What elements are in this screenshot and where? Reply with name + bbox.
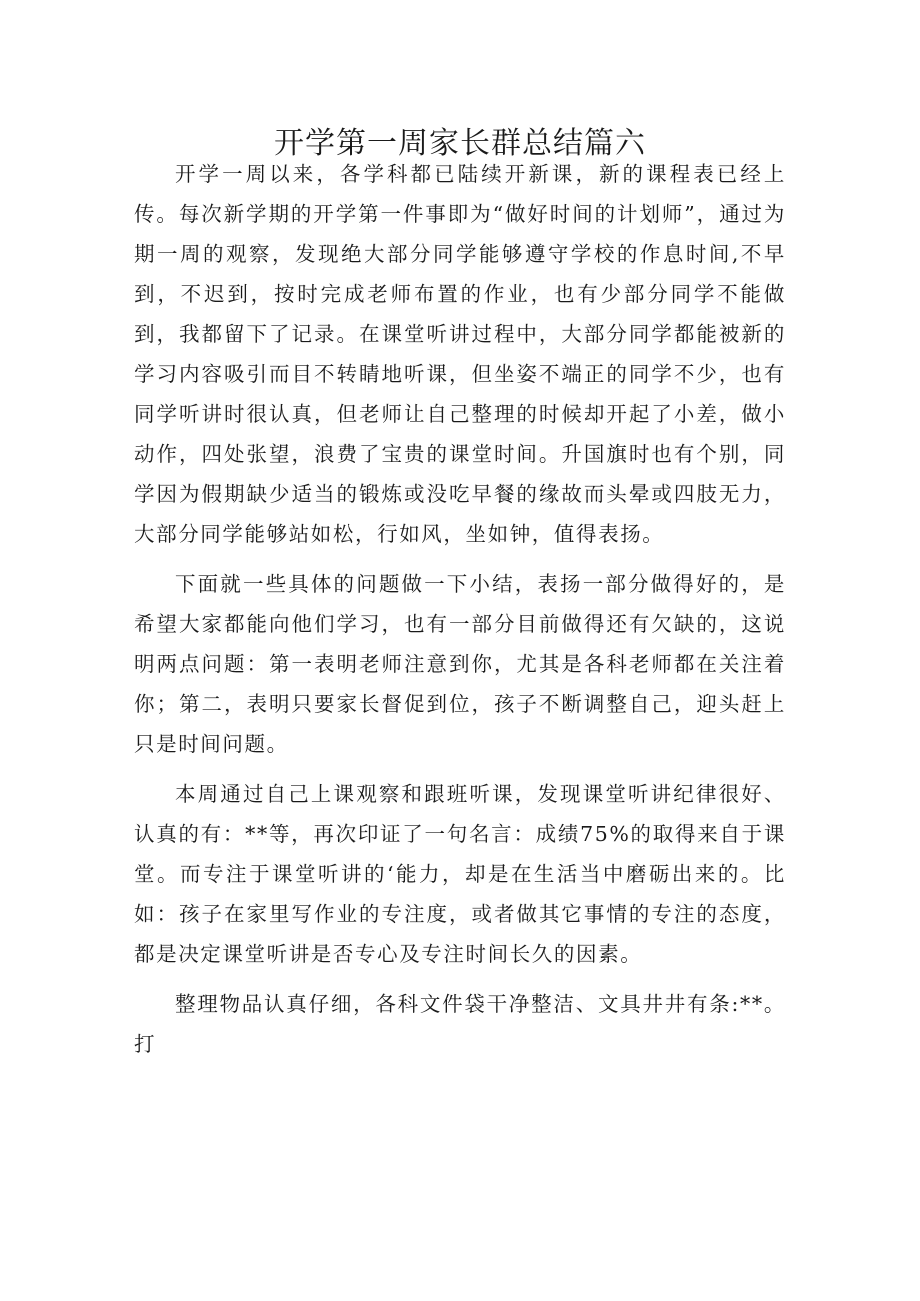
paragraph-1: 开学一周以来，各学科都已陆续开新课，新的课程表已经上传。每次新学期的开学第一件事即为“做好时间的计划师”，通过为期一周的观察，发现绝大部分同学能够遵守学校的作息时间,不早到，不迟到，按时完成老师布置的作业，也有少部分同学不能做到，我都留下了记录。在课堂听讲过程中，大部分同学都能被新的学习内容吸引而目不转睛地听课，但坐姿不端正的同学不少，也有同学听讲时很认真，但老师让自己整理的时候却开起了小差，做小动作，四处张望，浪费了宝贵的课堂时间。升国旗时也有个别，同学因为假期缺少适当的锻炼或没吃早餐的缘故而头晕或四肢无力，大部分同学能够站如松，行如风，坐如钟，值得表扬。: [134, 162, 786, 546]
paragraph-2: 下面就一些具体的问题做一下小结，表扬一部分做得好的，是希望大家都能向他们学习，也有一部分目前做得还有欠缺的，这说明两点问题：第一表明老师注意到你，尤其是各科老师都在关注着你；第二，表明只要家长督促到位，孩子不断调整自己，迎头赶上只是时间问题。: [134, 572, 786, 756]
paragraph-4: 整理物品认真仔细，各科文件袋干净整洁、文具井井有条:**。打: [134, 992, 786, 1056]
document-title: 开学第一周家长群总结篇六: [274, 126, 646, 161]
paragraph-3: 本周通过自己上课观察和跟班听课，发现课堂听讲纪律很好、认真的有：**等，再次印证了一句名言：成绩75%的取得来自于课堂。而专注于课堂听讲的‘能力，却是在生活当中磨砺出来的。比如：孩子在家里写作业的专注度，或者做其它事情的专注的态度，都是决定课堂听讲是否专心及专注时间长久的因素。: [134, 782, 786, 966]
document-body: [134, 154, 786, 1064]
